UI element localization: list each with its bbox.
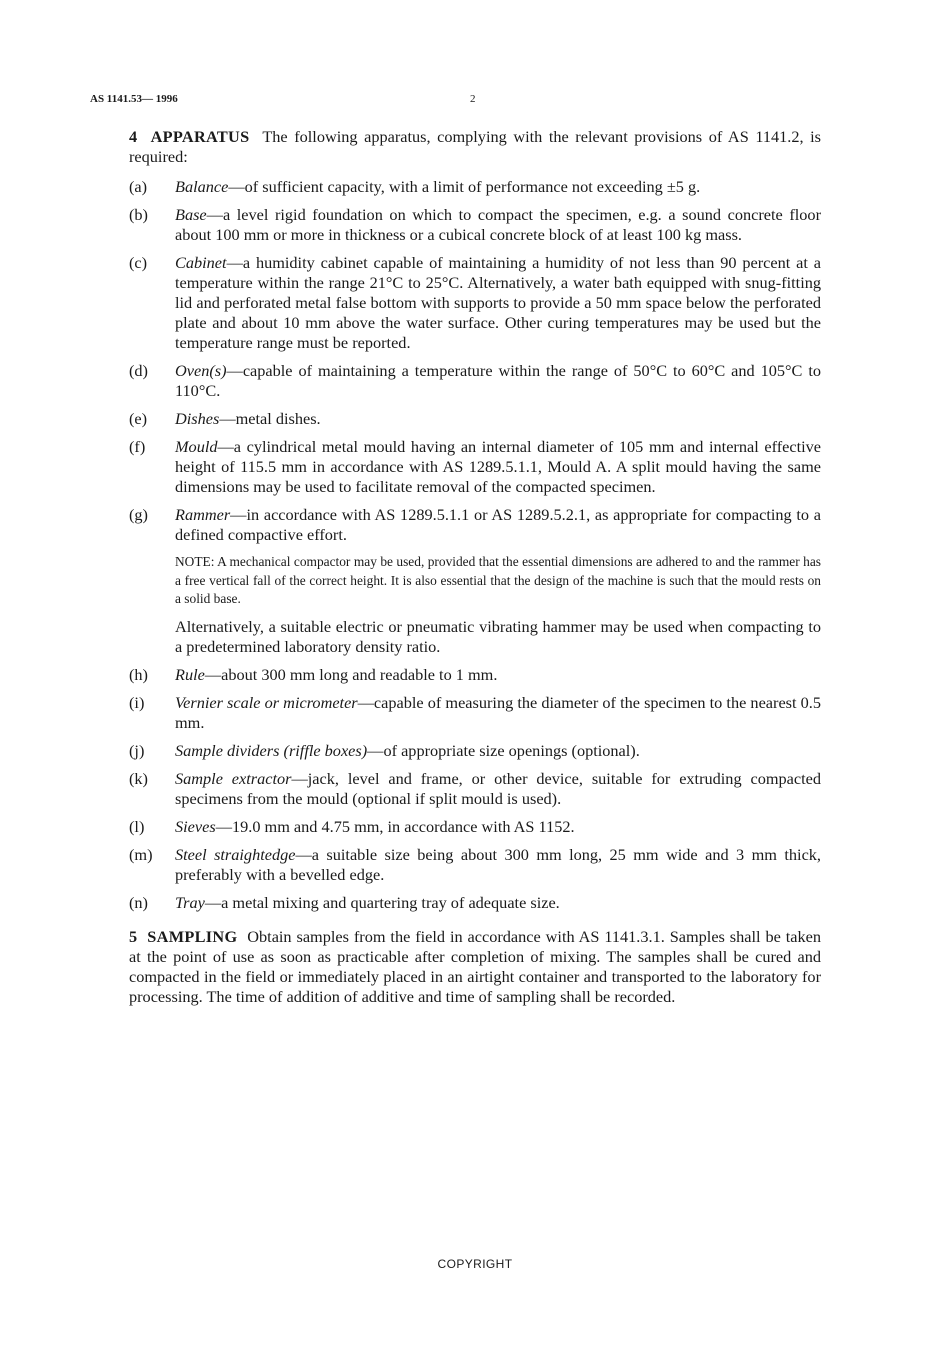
item-label: (f) [129, 437, 146, 456]
list-item [129, 741, 821, 761]
item-label: (m) [129, 844, 153, 864]
item-text: —19.0 mm and 4.75 mm, in accordance with AS 1152. [215, 816, 575, 836]
section-heading: SAMPLING [147, 926, 238, 946]
item-term: Cabinet [175, 253, 227, 272]
list-item [129, 505, 821, 657]
item-text: —a cylindrical metal mould having an internal diameter of 105 mm and internal effective height of 115.5 mm in accordance with AS 1289.5.1.1, Mould A. A split mould having the same dimensions may be used to facilitate removal of the compacted specimen. [175, 437, 821, 496]
apparatus-intro [129, 127, 821, 167]
item-label: (d) [129, 361, 148, 380]
list-item [129, 845, 821, 885]
item-text: —a suitable size being about 300 mm long, 25 mm wide and 3 mm thick, preferably with a bevelled edge. [175, 844, 822, 884]
copyright-footer: COPYRIGHT [437, 1257, 513, 1271]
sampling-text: Obtain samples from the field in accordance with AS 1141.3.1. Samples shall be taken at the point of use as soon as practicable after completion of mixing. The samples shall be cured and compacted in the field or immediately placed in an airtight container and transported to the laboratory for processing. The time of addition of additive and time of sampling shall be recorded. [129, 926, 821, 1006]
list-item [129, 253, 821, 353]
item-text: —in accordance with AS 1289.5.1.1 or AS 1289.5.2.1, as appropriate for compacting to a defined compactive effort. [175, 505, 821, 544]
rammer-alternative: Alternatively, a suitable electric or pneumatic vibrating hammer may be used when compacting to a predetermined laboratory density ratio. [175, 616, 821, 656]
item-label: (i) [129, 692, 145, 712]
list-item [129, 409, 821, 429]
item-label: (h) [129, 664, 148, 684]
list-item [129, 693, 821, 733]
list-item [129, 361, 821, 401]
list-item [129, 817, 821, 837]
standard-number: AS 1141.53— 1996 [90, 93, 178, 105]
item-label: (a) [129, 177, 148, 196]
item-term: Mould [175, 437, 218, 456]
apparatus-list [129, 177, 821, 913]
item-text: —of appropriate size openings (optional). [367, 740, 640, 760]
item-term: Base [175, 205, 207, 224]
item-term: Sieves [175, 816, 216, 836]
section-intro-text: The following apparatus, complying with the relevant provisions of AS 1141.2, is required: [129, 127, 821, 166]
list-item [129, 769, 821, 809]
rammer-note: NOTE: A mechanical compactor may be used, provided that the essential dimensions are adhered to and the rammer has a free vertical fall of the correct height. It is also essential that the design of the machine is such that the mould rests on a solid base. [175, 554, 821, 606]
list-item [129, 665, 821, 685]
item-label: (c) [129, 253, 148, 272]
item-text: —of sufficient capacity, with a limit of performance not exceeding ±5 g. [228, 177, 701, 196]
item-term: Tray [175, 892, 205, 912]
item-text: —capable of measuring the diameter of the specimen to the nearest 0.5 mm. [175, 692, 821, 732]
sampling-section [129, 927, 821, 1007]
list-item [129, 893, 821, 913]
item-label: (j) [129, 740, 145, 760]
item-text: —a humidity cabinet capable of maintaining a humidity of not less than 90 percent at a temperature within the range 21°C to 25°C. Alternatively, a water bath equipped with snug-fitting lid and perforated metal false bottom with supports to provide a 50 mm space below the perforated plate and about 10 mm above the water surface. Other curing temperatures may be used but the temperature range must be reported. [175, 253, 821, 352]
item-term: Steel straightedge [175, 844, 296, 864]
item-term: Vernier scale or micrometer [175, 692, 358, 712]
item-label: (l) [129, 816, 145, 836]
item-term: Balance [175, 177, 229, 196]
item-text: —a level rigid foundation on which to compact the specimen, e.g. a sound concrete floor about 100 mm or more in thickness or a cubical concrete block of at least 100 kg mass. [175, 205, 821, 244]
item-label: (e) [129, 409, 148, 428]
list-item [129, 437, 821, 497]
item-term: Sample extractor [175, 768, 292, 788]
list-item [129, 177, 821, 197]
item-term: Rule [175, 664, 205, 684]
item-term: Oven(s) [175, 361, 227, 380]
page-number: 2 [470, 93, 476, 105]
item-label: (g) [129, 505, 148, 524]
page-body [129, 127, 821, 1007]
item-text: —capable of maintaining a temperature within the range of 50°C to 60°C and 105°C to 110°C. [175, 361, 821, 400]
item-text: —jack, level and frame, or other device, suitable for extruding compacted specimens from the mould (optional if split mould is used). [175, 768, 821, 808]
section-number: 5 [129, 926, 138, 946]
item-term: Sample dividers (riffle boxes) [175, 740, 368, 760]
list-item [129, 205, 821, 245]
item-text: —about 300 mm long and readable to 1 mm. [204, 664, 498, 684]
item-label: (n) [129, 892, 148, 912]
section-heading: APPARATUS [150, 127, 250, 146]
item-text: —metal dishes. [219, 409, 321, 428]
item-label: (k) [129, 768, 148, 788]
item-text: —a metal mixing and quartering tray of adequate size. [204, 892, 560, 912]
section-number: 4 [129, 127, 138, 146]
item-term: Rammer [175, 505, 231, 524]
item-label: (b) [129, 205, 148, 224]
item-term: Dishes [175, 409, 220, 428]
